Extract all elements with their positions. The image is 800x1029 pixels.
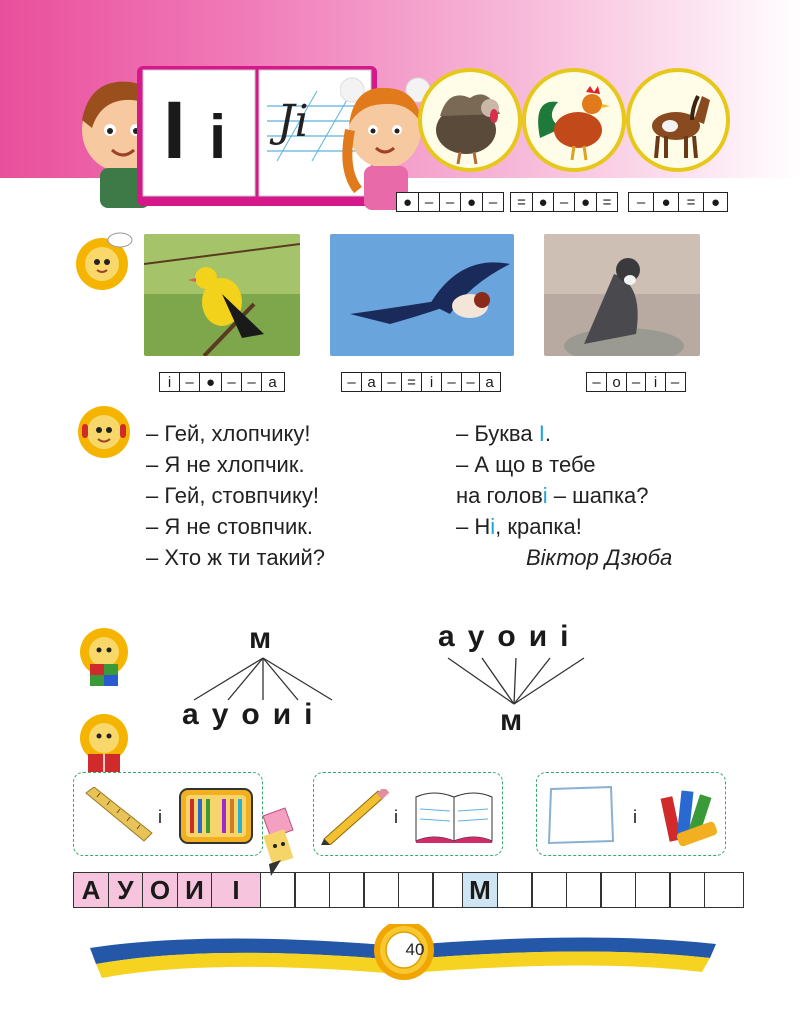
grid-cell: І — [211, 872, 261, 908]
sunflower-listening-icon — [74, 402, 134, 462]
sunflower-reading-icon — [74, 712, 134, 774]
scheme-rooster: = ● – ● = — [510, 192, 618, 212]
consonant-top: м — [249, 622, 272, 655]
pair-card-2 — [313, 772, 503, 856]
scheme-falcon: – о – і – — [586, 372, 686, 392]
poem-line: – Я не стовпчик. — [146, 514, 313, 539]
pencil-case-picture — [178, 783, 254, 845]
paper-sheet-picture — [547, 785, 617, 845]
conjunction-i: і — [633, 807, 637, 827]
girl-illustration — [340, 70, 430, 210]
poem-line: – Гей, хлопчику! — [146, 421, 311, 446]
poem-line: на голові – шапка? — [456, 483, 649, 508]
grid-cell: О — [142, 872, 178, 908]
letter-grid-right — [462, 872, 742, 908]
poem-line: – А що в тебе — [456, 452, 596, 477]
grid-cell-empty[interactable] — [669, 872, 705, 908]
sunflower-cube-icon — [74, 626, 134, 688]
grid-cell: У — [108, 872, 144, 908]
poem-line: – Ні, крапка! — [456, 514, 582, 539]
crayons-picture — [657, 783, 721, 847]
pair-card-1 — [73, 772, 263, 856]
pencil-picture — [320, 789, 390, 845]
grid-cell: М — [462, 872, 498, 908]
poem-line: – Я не хлопчик. — [146, 452, 305, 477]
grid-cell-empty[interactable] — [398, 872, 434, 908]
print-letter-lower: і — [209, 103, 227, 172]
grid-cell-empty[interactable] — [294, 872, 330, 908]
vowel-row-bottom: а у о и і — [182, 698, 313, 731]
grid-cell: А — [73, 872, 109, 908]
grid-cell-empty[interactable] — [635, 872, 671, 908]
grid-cell-empty[interactable] — [531, 872, 567, 908]
conjunction-i: і — [394, 807, 398, 827]
falcon-photo — [544, 234, 700, 356]
grid-cell-empty[interactable] — [260, 872, 296, 908]
grid-cell-empty[interactable] — [566, 872, 602, 908]
rooster-picture — [522, 68, 627, 173]
poem-left-column — [146, 418, 325, 573]
grid-cell: И — [177, 872, 213, 908]
poem-line: – Гей, стовпчику! — [146, 483, 319, 508]
poem-line: – Буква І. — [456, 421, 551, 446]
turkey-picture — [418, 68, 523, 173]
notebook-picture — [414, 787, 494, 843]
print-letter-upper: І — [163, 85, 186, 176]
pencil-mascot-icon — [255, 806, 295, 878]
grid-cell-empty[interactable] — [600, 872, 636, 908]
grid-cell-empty[interactable] — [497, 872, 533, 908]
grid-cell-empty[interactable] — [329, 872, 365, 908]
scheme-turkey: ● – – ● – — [396, 192, 504, 212]
poem-right-column — [456, 418, 672, 573]
page-number: 40 — [405, 940, 425, 959]
scheme-oriole: і – ● – – а — [159, 372, 285, 392]
grid-cell-empty[interactable] — [704, 872, 744, 908]
script-letter: Ji — [277, 96, 309, 147]
grid-cell-empty[interactable] — [363, 872, 399, 908]
oriole-photo — [144, 234, 300, 356]
sunflower-thinking-icon — [72, 232, 134, 294]
swallow-photo — [330, 234, 514, 356]
pair-card-3 — [536, 772, 726, 856]
fan-lines-up — [438, 654, 608, 706]
scheme-swallow: – а – = і – – а — [341, 372, 501, 392]
letter-grid-left — [73, 872, 467, 908]
ruler-picture — [84, 787, 154, 843]
conjunction-i: і — [158, 807, 162, 827]
poem-author: Віктор Дзюба — [526, 545, 673, 570]
vowel-row-top: а у о и і — [438, 620, 569, 653]
scheme-horse: – ● = ● — [628, 192, 728, 212]
horse-picture — [626, 68, 731, 173]
consonant-bottom: м — [500, 704, 523, 737]
poem-line: – Хто ж ти такий? — [146, 545, 326, 570]
